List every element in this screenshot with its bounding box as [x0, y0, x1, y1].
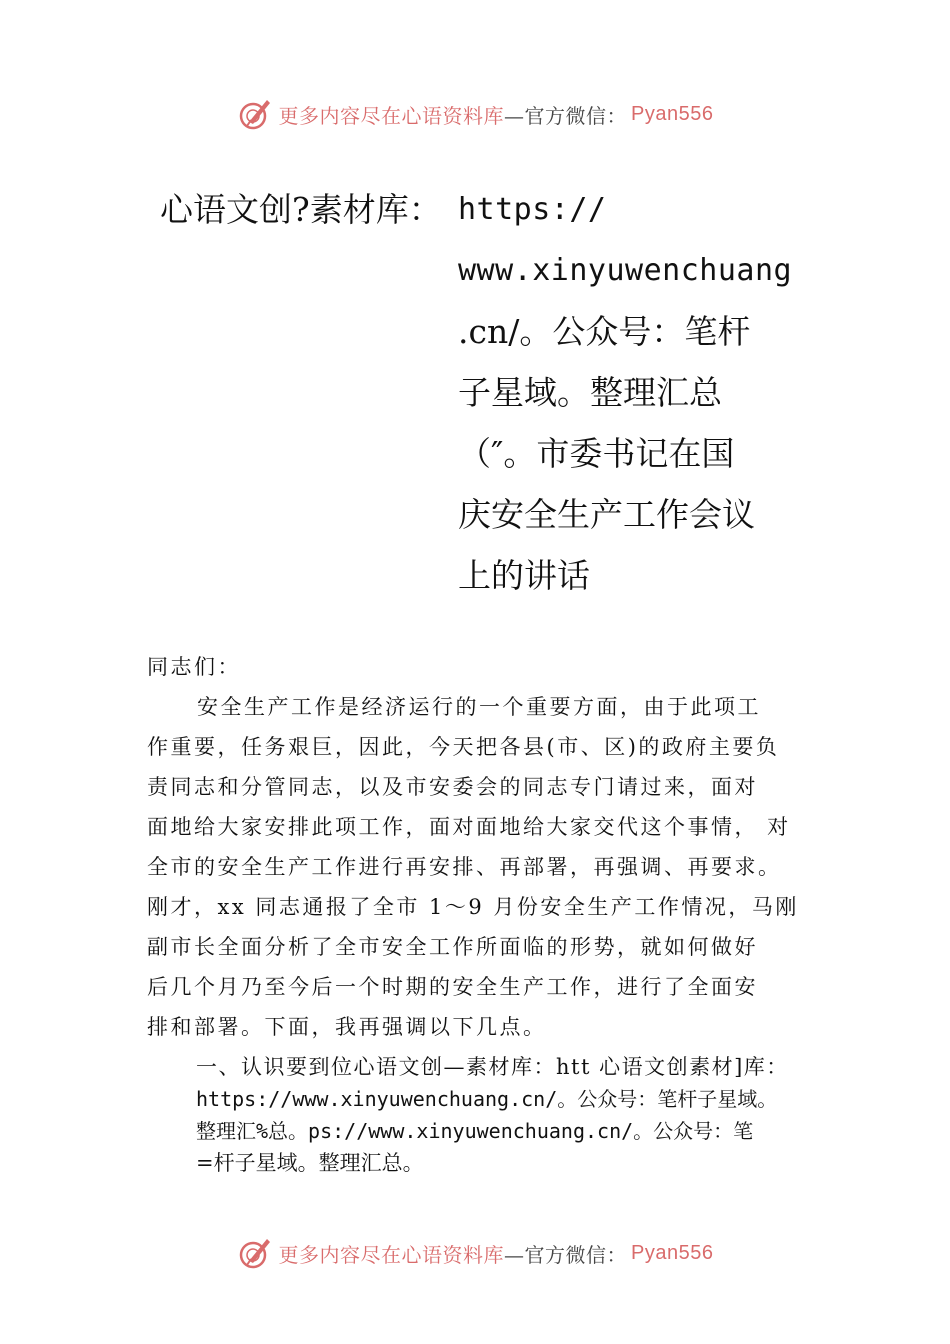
section-line: =杆子星域。整理汇总。	[196, 1151, 424, 1175]
speech-body	[147, 650, 837, 1050]
watermark-wechat-id: Pyan556	[631, 102, 714, 125]
title-line: https://	[458, 192, 607, 227]
quill-logo-icon	[237, 96, 273, 132]
watermark-brand: 更多内容尽在心语资料库	[278, 1242, 505, 1267]
paragraph-line: 全市的安全生产工作进行再安排、再部署，再强调、再要求。	[147, 855, 782, 879]
watermark-brand: 更多内容尽在心语资料库	[278, 103, 505, 128]
title-line: （″。市委书记在国	[458, 434, 735, 473]
section-line: 整理汇%总。ps://www.xinyuwenchuang.cn/。公众号：笔	[196, 1119, 754, 1143]
greeting: 同志们：	[147, 655, 241, 679]
section-line: https://www.xinyuwenchuang.cn/。公众号：笔杆子星域。	[196, 1087, 778, 1111]
paragraph-line: 后几个月乃至今后一个时期的安全生产工作，进行了全面安	[147, 975, 758, 999]
paragraph-line: 副市长全面分析了全市安全工作所面临的形势，就如何做好	[147, 935, 758, 959]
title-prefix: 心语文创?素材库：	[160, 190, 442, 229]
paragraph-line: 排和部署。下面，我再强调以下几点。	[147, 1015, 547, 1039]
title-line: 子星域。整理汇总	[458, 373, 722, 412]
quill-logo-icon	[237, 1235, 273, 1271]
paragraph-line: 作重要，任务艰巨，因此，今天把各县(市、区)的政府主要负	[147, 735, 780, 759]
paragraph-line: 面地给大家安排此项工作，面对面地给大家交代这个事情， 对	[147, 815, 791, 839]
section-heading: 一、认识要到位心语文创—素材库：htt 心语文创素材]库：	[196, 1055, 789, 1079]
title-line: 上的讲话	[458, 556, 590, 595]
section-one	[196, 1052, 856, 1180]
title-block	[458, 186, 793, 613]
footer-watermark	[0, 1233, 950, 1273]
watermark-wechat-id: Pyan556	[631, 1241, 714, 1264]
watermark-wechat-label: —官方微信：	[504, 1242, 628, 1267]
paragraph-line: 刚才，xx 同志通报了全市 1～9 月份安全生产工作情况，马刚	[147, 895, 799, 919]
header-watermark	[0, 94, 950, 134]
watermark-wechat-label: —官方微信：	[504, 103, 628, 128]
title-line: 庆安全生产工作会议	[458, 495, 755, 534]
paragraph-line: 责同志和分管同志，以及市安委会的同志专门请过来，面对	[147, 775, 758, 799]
paragraph-line: 安全生产工作是经济运行的一个重要方面，由于此项工	[197, 695, 761, 719]
title-line: .cn/。公众号：笔杆	[458, 312, 751, 351]
title-line: www.xinyuwenchuang	[458, 253, 793, 288]
